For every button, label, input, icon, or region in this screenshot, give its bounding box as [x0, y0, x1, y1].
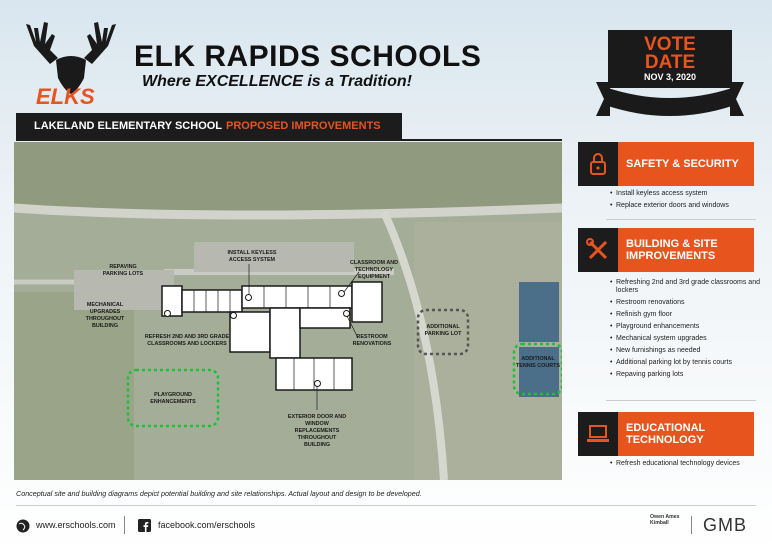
tagline: [142, 73, 412, 91]
category-icon-box: [578, 412, 618, 456]
map-marker-classroom-tech: [338, 290, 345, 297]
vote-title-line2: DATE: [644, 52, 696, 73]
safety-items: [610, 190, 760, 214]
category-title: [626, 412, 750, 456]
map-label-add-parking: ADDITIONAL PARKING LOT: [424, 324, 462, 337]
globe-icon: [16, 519, 30, 533]
owen-ames-kimball-logo: Owen Ames Kimball: [650, 514, 680, 526]
list-item: • Mechanical system upgrades: [610, 335, 760, 343]
vote-date: NOV 3, 2020: [643, 72, 697, 82]
category-icon-box: [578, 142, 618, 186]
divider: [606, 219, 756, 220]
list-item: • Replace exterior doors and windows: [610, 202, 760, 210]
list-item: • Refreshing 2nd and 3rd grade classrooms and lockers: [610, 279, 760, 295]
list-item: • Refresh educational technology devices: [610, 460, 760, 468]
category-title: SAFETY & SECURITY: [626, 158, 739, 170]
category-building-site: [578, 228, 754, 272]
facebook-link[interactable]: facebook.com/erschools: [158, 520, 256, 530]
footer-separator: [124, 516, 125, 534]
map-label-classroom-tech: CLASSROOM AND TECHNOLOGY EQUIPMENT: [349, 260, 398, 280]
map-label-refresh: REFRESH 2ND AND 3RD GRADE CLASSROOMS AND LOCKERS: [144, 334, 230, 347]
laptop-icon: [578, 412, 618, 456]
map-marker-keyless: [245, 294, 252, 301]
map-marker-mechanical: [164, 310, 171, 317]
list-item: • Install keyless access system: [610, 190, 760, 198]
map-label-keyless: INSTALL KEYLESS ACCESS SYSTEM: [227, 250, 277, 263]
heading-accent: PROPOSED IMPROVEMENTS: [226, 120, 381, 132]
elks-logo-text: ELKS: [36, 84, 95, 108]
map-marker-exterior: [314, 380, 321, 387]
section-heading: [16, 113, 402, 139]
category-title: [626, 228, 750, 272]
map-label-exterior: EXTERIOR DOOR AND WINDOW REPLACEMENTS THROUGHOUT BUILDING: [287, 414, 347, 448]
category-title-line1: BUILDING & SITE: [626, 238, 718, 250]
map-label-playground: PLAYGROUND ENHANCEMENTS: [150, 392, 196, 405]
category-icon-box: [578, 228, 618, 272]
page-title: ELK RAPIDS SCHOOLS: [134, 40, 482, 73]
vote-title-line1: VOTE: [644, 34, 696, 55]
elk-head-logo: [20, 16, 140, 108]
technology-items: [610, 460, 760, 472]
tools-icon: [578, 228, 618, 272]
heading-school: LAKELAND ELEMENTARY SCHOOL: [34, 120, 223, 132]
category-educational-technology: [578, 412, 754, 456]
category-title-line2: TECHNOLOGY: [626, 434, 704, 446]
gmb-logo: GMB: [703, 515, 748, 535]
building-items: [610, 279, 760, 383]
map-label-repaving: REPAVING PARKING LOTS: [102, 264, 144, 277]
list-item: • Playground enhancements: [610, 323, 760, 331]
footer-separator: [691, 516, 692, 534]
category-safety-security: [578, 142, 754, 186]
list-item: • Repaving parking lots: [610, 371, 760, 379]
map-label-restroom: RESTROOM RENOVATIONS: [352, 334, 392, 347]
heading-underline: [16, 139, 562, 141]
category-title-line1: EDUCATIONAL: [626, 422, 706, 434]
website-link[interactable]: www.erschools.com: [36, 520, 116, 530]
map-marker-restroom: [343, 310, 350, 317]
map-label-mechanical: MECHANICAL UPGRADES THROUGHOUT BUILDING: [85, 302, 125, 329]
lock-icon: [578, 142, 618, 186]
map-label-add-tennis: ADDITIONAL TENNIS COURTS: [515, 356, 561, 369]
map-marker-refresh: [230, 312, 237, 319]
list-item: • Refinish gym floor: [610, 311, 760, 319]
disclaimer: Conceptual site and building diagrams depict potential building and site relationships. Actual layout and design to be developed.: [16, 489, 422, 498]
footer-divider: [16, 505, 756, 506]
tagline-text: Where EXCELLENCE is a Tradition!: [142, 73, 412, 90]
list-item: • Additional parking lot by tennis courts: [610, 359, 760, 367]
list-item: • Restroom renovations: [610, 299, 760, 307]
vote-title: [610, 36, 730, 72]
category-title-line2: IMPROVEMENTS: [626, 250, 716, 262]
facebook-icon: [138, 519, 151, 532]
divider: [606, 400, 756, 401]
list-item: • New furnishings as needed: [610, 347, 760, 355]
site-map: [14, 142, 562, 480]
